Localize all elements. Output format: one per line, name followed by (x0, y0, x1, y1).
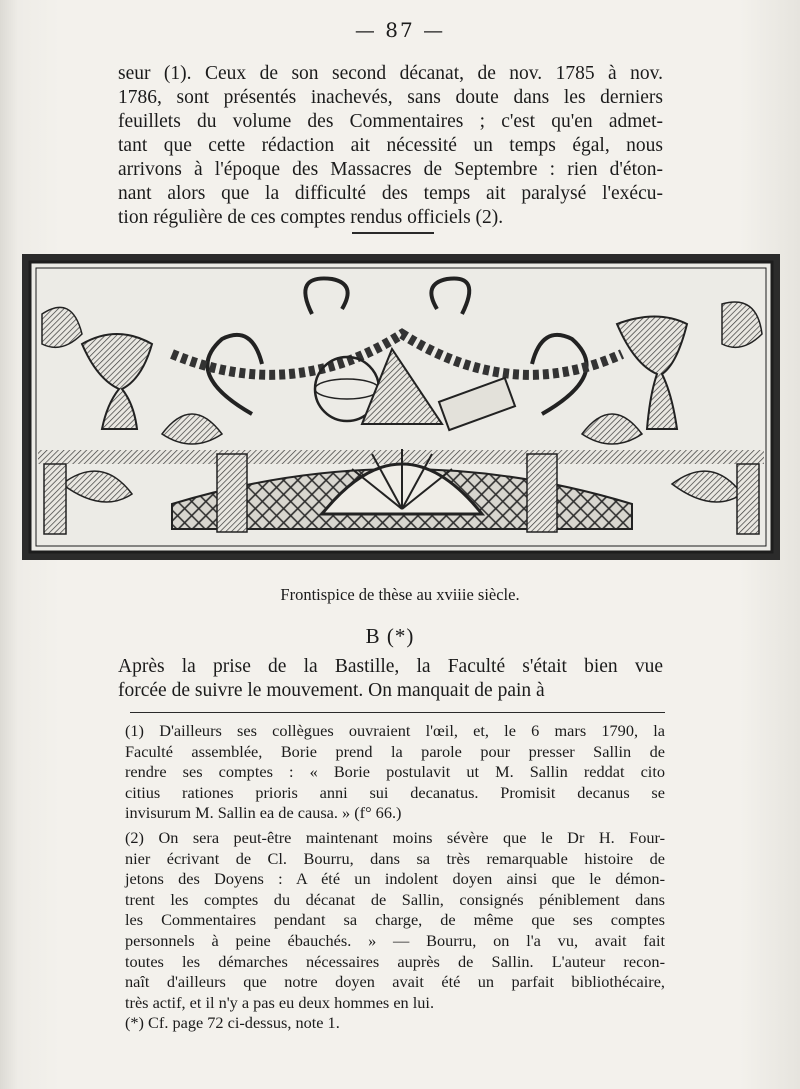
footnote-line: toutes les démarches nécessaires auprès de Sallin. L'auteur recon- (125, 951, 665, 971)
text-line: tant que cette rédaction ait nécessité un temps égal, nous (118, 135, 663, 156)
frontispiece-engraving (22, 254, 780, 560)
footnote-line: rendre ses comptes : « Borie postulavit ut M. Sallin reddat cito (125, 762, 665, 782)
footnote-line: invisurum M. Sallin ea de causa. » (f° 66.) (125, 803, 402, 823)
page-number: — 87 — (354, 18, 446, 42)
footnote-line: (2) On sera peut-être maintenant moins sévère que le Dr H. Four- (125, 827, 665, 847)
text-line: arrivons à l'époque des Massacres de Septembre : rien d'éton- (118, 159, 663, 180)
text-line: feuillets du volume des Commentaires ; c'est qu'en admet- (118, 111, 663, 132)
footnote-line: personnels à peine ébauchés. » — Bourru, on l'a vu, avait fait (125, 930, 665, 950)
footnote-line: citius rationes prioris anni sui decanatus. Promisit decanus se (125, 782, 665, 802)
separator-rule (352, 232, 434, 234)
section-heading: B (*) (365, 624, 415, 648)
footnote-line: jetons des Doyens : A été un indolent doyen ainsi que le démon- (125, 869, 665, 889)
footnote-separator (130, 712, 665, 713)
footnote-line: Faculté assemblée, Borie prend la parole pour presser Sallin de (125, 741, 665, 761)
footnote-line: trent les comptes du décanat de Sallin, consignés péniblement dans (125, 889, 665, 909)
figure-caption: Frontispice de thèse au xviiie siècle. (280, 585, 520, 604)
footnote-3 (125, 1013, 665, 1034)
text-line: nant alors que la difficulté des temps ait paralysé l'exécu- (118, 183, 663, 204)
text-line: 1786, sont présentés inachevés, sans doute dans les derniers (118, 87, 663, 108)
paragraph-bastille (118, 655, 663, 703)
paragraph-decanat (118, 62, 663, 230)
text-line: forcée de suivre le mouvement. On manquait de pain à (118, 680, 545, 701)
engraving-image (22, 254, 780, 560)
footnote-line: très actif, et il n'y a pas eu deux hommes en lui. (125, 992, 435, 1012)
footnote-line: naît d'ailleurs que notre doyen avait été un parfait bibliothécaire, (125, 972, 665, 992)
footnote-line: nier écrivant de Cl. Bourru, dans sa très remarquable histoire de (125, 848, 665, 868)
footnote-1 (125, 721, 665, 824)
footnote-line: les Commentaires pendant sa charge, de même que ses comptes (125, 910, 665, 930)
footnotes (125, 721, 665, 1034)
footnote-2 (125, 828, 665, 1013)
text-line: tion régulière de ces comptes rendus officiels (2). (118, 207, 504, 228)
text-line: seur (1). Ceux de son second décanat, de nov. 1785 à nov. (118, 63, 663, 84)
footnote-line: (*) Cf. page 72 ci-dessus, note 1. (125, 1013, 340, 1033)
text-line: Après la prise de la Bastille, la Faculté s'était bien vue (118, 656, 663, 677)
footnote-line: (1) D'ailleurs ses collègues ouvraient l'œil, et, le 6 mars 1790, la (125, 721, 665, 740)
